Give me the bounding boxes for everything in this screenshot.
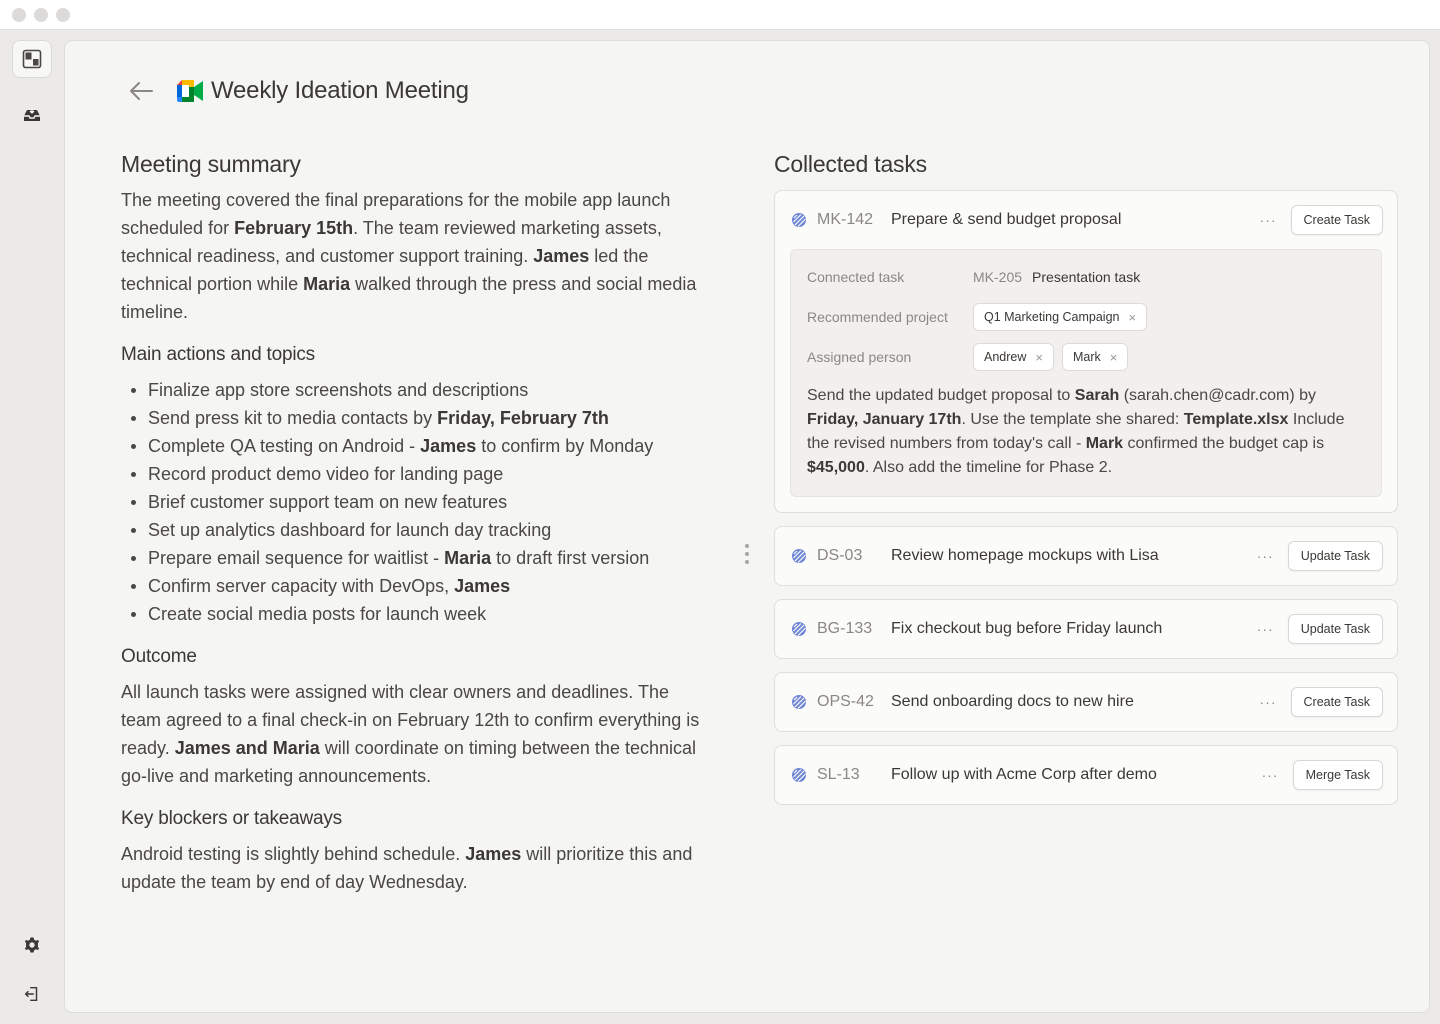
layout-icon xyxy=(22,49,42,69)
list-item: Complete QA testing on Android - James to confirm by Monday xyxy=(131,432,711,460)
task-card[interactable] xyxy=(774,599,1398,659)
more-options-icon[interactable]: ··· xyxy=(1256,548,1274,564)
more-options-icon[interactable]: ··· xyxy=(1261,767,1279,783)
task-id: OPS-42 xyxy=(817,693,874,710)
list-item: Set up analytics dashboard for launch day tracking xyxy=(131,516,711,544)
connected-task-label: Connected task xyxy=(807,269,905,285)
task-card[interactable] xyxy=(774,672,1398,732)
main-panel xyxy=(64,40,1430,1013)
update-task-button[interactable]: Update Task xyxy=(1288,614,1383,644)
logout-icon xyxy=(23,985,41,1003)
list-item: Create social media posts for launch week xyxy=(131,600,711,628)
page-header xyxy=(125,71,469,111)
list-item: Confirm server capacity with DevOps, James xyxy=(131,572,711,600)
blockers-text: Android testing is slightly behind schedule. James will prioritize this and update the team by end of day Wednesday. xyxy=(121,844,693,892)
project-label: Recommended project xyxy=(807,309,948,325)
project-chip[interactable]: Q1 Marketing Campaign × xyxy=(973,303,1147,331)
outcome-heading: Outcome xyxy=(121,646,197,667)
create-task-button[interactable]: Create Task xyxy=(1291,687,1383,717)
list-item: Prepare email sequence for waitlist - Maria to draft first version xyxy=(131,544,711,572)
sidebar-item-logout[interactable] xyxy=(12,979,52,1009)
sidebar-item-inbox[interactable] xyxy=(12,96,52,134)
minimize-window-button[interactable] xyxy=(34,8,48,22)
task-description: Send the updated budget proposal to Sarah (sarah.chen@cadr.com) by Friday, January 17th. Use the template she shared: Template.xlsx Include the revised numbers from today's call - Mark confirmed the budget cap is $45,000. Also add the timeline for Phase 2. xyxy=(807,387,1345,476)
task-title: Prepare & send budget proposal xyxy=(891,211,1122,228)
sidebar xyxy=(0,30,64,1024)
google-meet-icon xyxy=(177,80,203,102)
collected-tasks xyxy=(774,151,1398,818)
update-task-button[interactable]: Update Task xyxy=(1288,541,1383,571)
merge-task-button[interactable]: Merge Task xyxy=(1293,760,1383,790)
page-title: Weekly Ideation Meeting xyxy=(211,77,469,104)
task-card[interactable] xyxy=(774,526,1398,586)
task-title: Follow up with Acme Corp after demo xyxy=(891,766,1157,783)
gear-icon xyxy=(23,936,41,954)
arrow-left-icon xyxy=(128,81,154,101)
person-chip[interactable]: Mark × xyxy=(1062,343,1128,371)
summary-text: The meeting covered the final preparations for the mobile app launch scheduled for February 15th. The team reviewed marketing assets, technical readiness, and customer support training. James led the technical portion while Maria walked through the press and social media timeline. xyxy=(121,190,697,322)
status-icon xyxy=(791,548,807,564)
status-icon xyxy=(791,212,807,228)
list-item: Send press kit to media contacts by Friday, February 7th xyxy=(131,404,711,432)
window-titlebar xyxy=(0,0,1440,30)
remove-chip-icon[interactable]: × xyxy=(1109,349,1118,365)
task-card[interactable] xyxy=(774,190,1398,513)
close-window-button[interactable] xyxy=(12,8,26,22)
actions-heading: Main actions and topics xyxy=(121,344,315,365)
task-id: MK-142 xyxy=(817,211,874,228)
list-item: Brief customer support team on new features xyxy=(131,488,711,516)
more-options-icon[interactable]: ··· xyxy=(1259,694,1277,710)
task-title: Send onboarding docs to new hire xyxy=(891,693,1134,710)
remove-chip-icon[interactable]: × xyxy=(1128,309,1137,325)
summary-heading: Meeting summary xyxy=(121,151,301,177)
status-icon xyxy=(791,621,807,637)
sidebar-item-dashboard[interactable] xyxy=(12,40,52,78)
person-chip[interactable]: Andrew × xyxy=(973,343,1054,371)
list-item: Finalize app store screenshots and descriptions xyxy=(131,376,711,404)
outcome-text: All launch tasks were assigned with clear owners and deadlines. The team agreed to a final check-in on February 12th to confirm everything is ready. James and Maria will coordinate on timing between the technical go-live and marketing announcements. xyxy=(121,682,700,786)
task-title: Fix checkout bug before Friday launch xyxy=(891,620,1163,637)
sidebar-item-settings[interactable] xyxy=(12,930,52,960)
more-options-icon[interactable]: ··· xyxy=(1256,621,1274,637)
inbox-icon xyxy=(22,105,42,125)
task-id: SL-13 xyxy=(817,766,860,783)
task-details xyxy=(790,249,1382,497)
task-id: DS-03 xyxy=(817,547,863,564)
task-id: BG-133 xyxy=(817,620,873,637)
task-card[interactable] xyxy=(774,745,1398,805)
blockers-heading: Key blockers or takeaways xyxy=(121,808,342,829)
panel-resize-handle[interactable] xyxy=(745,544,749,564)
list-item: Record product demo video for landing page xyxy=(131,460,711,488)
remove-chip-icon[interactable]: × xyxy=(1035,349,1043,365)
tasks-heading: Collected tasks xyxy=(774,151,927,177)
person-label: Assigned person xyxy=(807,349,912,365)
meeting-notes xyxy=(121,151,711,896)
back-button[interactable] xyxy=(125,75,157,107)
status-icon xyxy=(791,694,807,710)
task-title: Review homepage mockups with Lisa xyxy=(891,547,1159,564)
actions-list xyxy=(121,376,711,628)
maximize-window-button[interactable] xyxy=(56,8,70,22)
connected-task-link[interactable]: MK-205 Presentation task xyxy=(973,269,1141,285)
create-task-button[interactable]: Create Task xyxy=(1291,205,1383,235)
more-options-icon[interactable]: ··· xyxy=(1259,212,1277,228)
status-icon xyxy=(791,767,807,783)
